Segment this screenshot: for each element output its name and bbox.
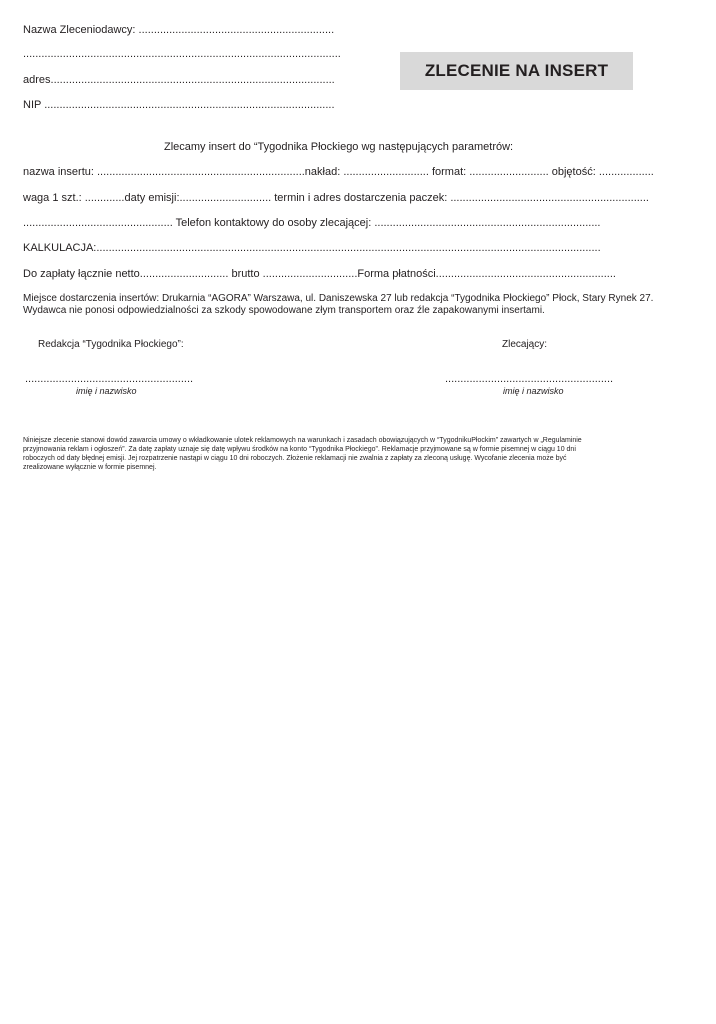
editorial-name-caption: imię i nazwisko [76, 386, 137, 396]
client-name-line[interactable]: Nazwa Zleceniodawcy: ................................................................ [23, 24, 335, 36]
editorial-signature-label: Redakcja “Tygodnika Płockiego”: [38, 339, 184, 350]
delivery-place-text: Miejsce dostarczenia insertów: Drukarnia “AGORA” Warszawa, ul. Daniszewska 27 lub redakcja “Tygodnika Płockiego” Płock, Stary Rynek 27. [23, 293, 654, 304]
client-signature-label: Zlecający: [502, 339, 548, 350]
nip-line[interactable]: NIP ............................................................................................... [23, 99, 335, 111]
terms-line-1: Niniejsze zlecenie stanowi dowód zawarcia umowy o wkładkowanie ulotek reklamowych na warunkach i zasadach obowiązujących w “TygodnikuPłockim” zawartych w „Regulaminie [23, 437, 582, 444]
address-line[interactable]: adres............................................................................................. [23, 74, 335, 86]
liability-note: Wydawca nie ponosi odpowiedzialności za szkody spowodowane złym transportem oraz źle zapakowanymi insertami. [23, 305, 545, 316]
terms-line-2: przyjmowania reklam i ogłoszeń”. Za datę zapłaty uznaje się datę wpływu środków na konto “Tygodnika Płockiego”. Reklamacje przyjmowane są w formie pisemnej w ciągu 10 dni [23, 446, 576, 453]
client-name-line-2[interactable]: ........................................................................................................ [23, 48, 341, 60]
intro-text: Zlecamy insert do “Tygodnika Płockiego wg następujących parametrów: [164, 141, 514, 153]
document-title-box [400, 52, 633, 90]
terms-line-3: roboczych od daty błędnej emisji. Jej rozpatrzenie nastąpi w ciągu 10 dni roboczych. Złożenie reklamacji nie zwalnia z zapłaty za zleconą usługę. Wycofanie zlecenia może być [23, 455, 567, 462]
calculation-row[interactable]: KALKULACJA:..................................................................................................................................................................... [23, 242, 601, 254]
client-name-caption: imię i nazwisko [503, 386, 564, 396]
editorial-signature-line[interactable]: ....................................................... [25, 373, 194, 385]
client-signature-line[interactable]: ....................................................... [445, 373, 614, 385]
weight-dates-row[interactable]: waga 1 szt.: .............daty emisji:.............................. termin i adres dostarczenia paczek: ................................................................. [23, 192, 649, 204]
contact-phone-row[interactable]: ................................................. Telefon kontaktowy do osoby zlecającej: .......................................................................... [23, 217, 601, 229]
document-title: ZLECENIE NA INSERT [424, 61, 609, 80]
terms-line-4: zrealizowane wyłącznie w formie pisemnej. [23, 464, 157, 471]
insert-params-row[interactable]: nazwa insertu: ....................................................................nakład: ............................ format: .......................... objętość: .................. [23, 166, 654, 178]
payment-row[interactable]: Do zapłaty łącznie netto............................. brutto ...............................Forma płatności........................................................... [23, 268, 616, 280]
